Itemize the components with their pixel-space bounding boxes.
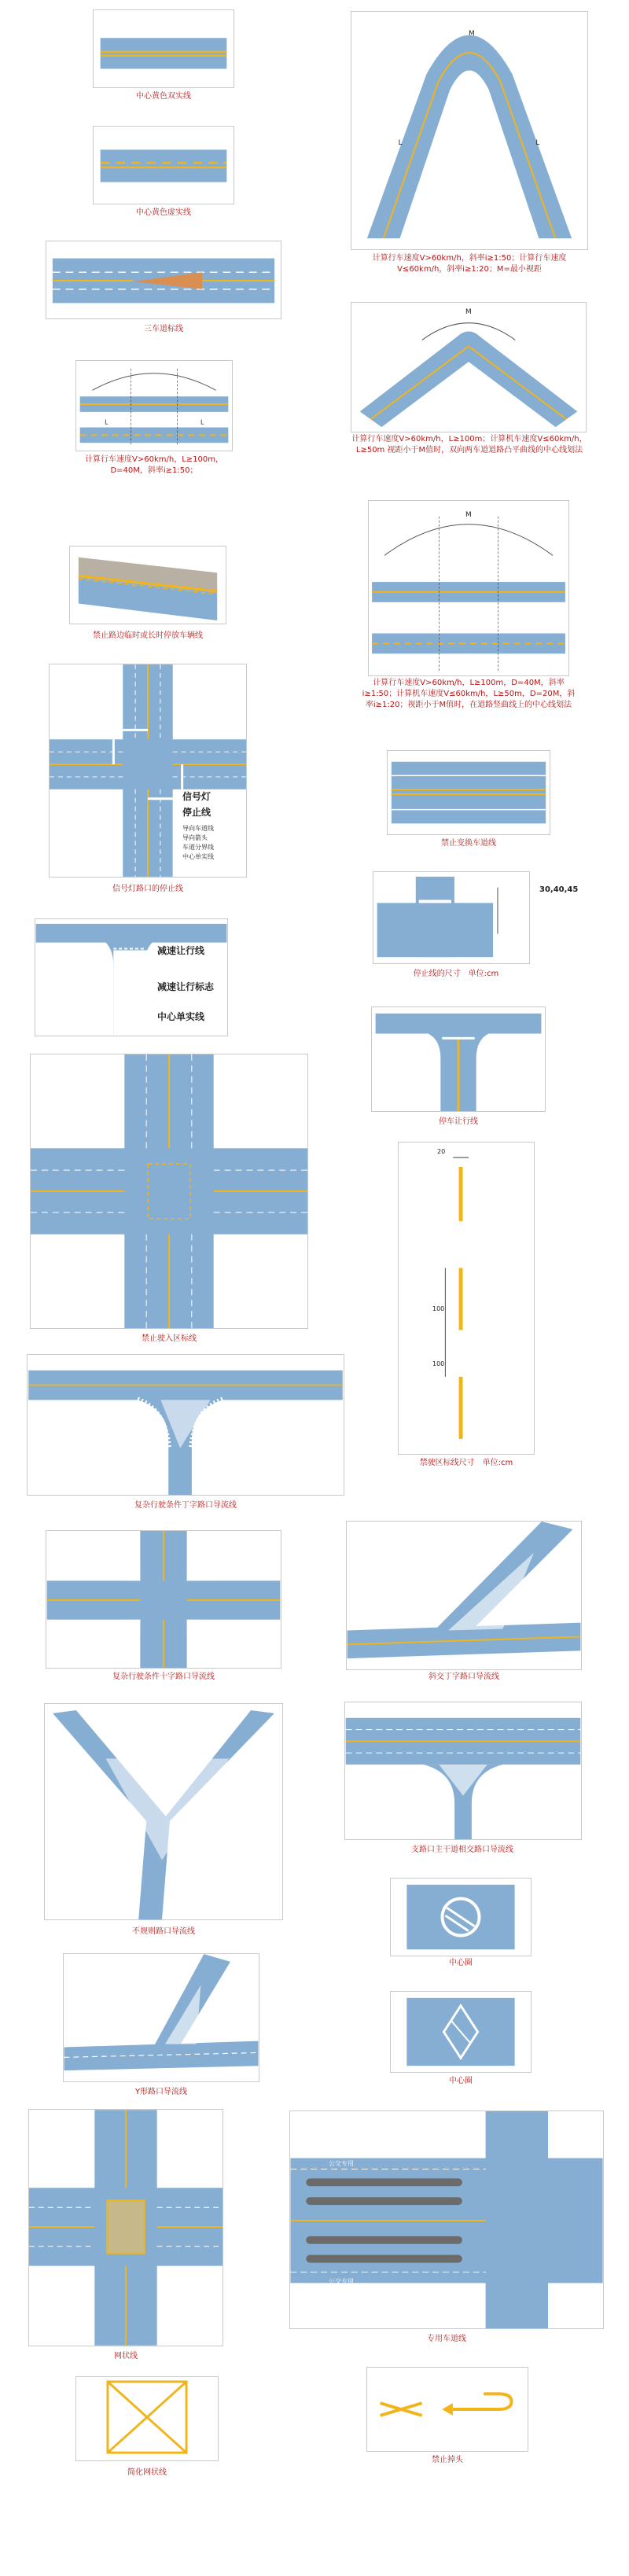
figure-three-lane bbox=[46, 241, 281, 319]
caption-bus-lane: 专用车道线 bbox=[427, 2335, 466, 2343]
caption-crest-curve-large: 计算行车速度V>60km/h，L≥100m，D=40M，斜率i≥1:50；计算机车速度V≤60km/h，L≥50m，D=20M，斜率i≥1:20；视距小于M值时，在道路竖曲线上的中心线划法 bbox=[362, 679, 576, 709]
caption-center-circle-b: 中心圈 bbox=[449, 2077, 473, 2085]
figure-curve-large-radius bbox=[351, 11, 588, 250]
caption-curve-large-radius: 计算行车速度V>60km/h，斜率i≥1:50；计算行车速度V≤60km/h，斜率i≥1:20；M=最小视距 bbox=[372, 254, 567, 274]
caption-ped-crossing-box: 禁止驶入区标线 bbox=[142, 1334, 197, 1343]
caption-double-yellow-solid: 中心黄色双实线 bbox=[136, 92, 191, 101]
label-guide-arrow: 导向车道线 bbox=[182, 825, 214, 832]
svg-text:M: M bbox=[465, 307, 472, 316]
label-dim-100b: 100 bbox=[432, 1360, 445, 1367]
label-decel-yield-sign: 减速让行标志 bbox=[157, 981, 215, 992]
yield-line-diagram bbox=[372, 1007, 545, 1111]
figure-no-u-turn bbox=[366, 2367, 528, 2452]
svg-text:L: L bbox=[200, 418, 204, 426]
caption-three-lane: 三车道标线 bbox=[144, 325, 183, 333]
simple-grid-diagram bbox=[76, 2377, 218, 2460]
label-signal-light: 信号灯 bbox=[182, 791, 212, 802]
label-dim-stop: 30,40,45 bbox=[539, 885, 579, 894]
three-lane-diagram bbox=[46, 241, 281, 318]
figure-irregular bbox=[44, 1703, 283, 1920]
complex-cross-diagram bbox=[46, 1531, 281, 1668]
caption-ramp-junction: 支路口主干道相交路口导流线 bbox=[411, 1846, 513, 1854]
figure-skew-t bbox=[346, 1521, 582, 1670]
svg-text:L: L bbox=[398, 138, 403, 147]
stop-line-size-diagram bbox=[373, 872, 529, 963]
double-yellow-dashed-diagram bbox=[94, 127, 234, 204]
figure-grid-box bbox=[28, 2109, 223, 2346]
label-stop-line: 停止线 bbox=[182, 807, 212, 818]
figure-roadside-parking bbox=[69, 546, 226, 624]
label-guide-mark: 导向箭头 bbox=[182, 834, 208, 841]
figure-ped-crossing-box bbox=[30, 1054, 308, 1329]
figure-no-lane-change bbox=[387, 750, 550, 835]
figure-y-junction bbox=[63, 1953, 259, 2082]
figure-complex-cross bbox=[46, 1530, 281, 1669]
figure-crest-curve-large bbox=[368, 500, 569, 676]
figure-double-yellow-dashed bbox=[93, 126, 234, 204]
vertical-curve-center-diagram bbox=[351, 303, 586, 432]
caption-y-junction: Y形路口导流线 bbox=[134, 2088, 188, 2096]
ramp-junction-diagram bbox=[345, 1702, 581, 1839]
caption-center-circle-a: 中心圈 bbox=[449, 1959, 473, 1967]
figure-complex-t bbox=[27, 1354, 344, 1496]
caption-grid-box: 网状线 bbox=[114, 2352, 138, 2361]
figure-signal-stop-line bbox=[49, 664, 247, 878]
zone-size-diagram bbox=[399, 1143, 534, 1454]
caption-roadside-parking: 禁止路边临时或长时停放车辆线 bbox=[93, 631, 203, 640]
figure-stop-line-size bbox=[373, 871, 530, 964]
caption-zone-size: 禁驶区标线尺寸 单位:cm bbox=[419, 1459, 513, 1467]
svg-text:L: L bbox=[535, 138, 540, 147]
caption-signal-stop-line: 信号灯路口的停止线 bbox=[112, 885, 183, 893]
curve-large-radius-diagram bbox=[351, 12, 587, 249]
double-yellow-solid-diagram bbox=[94, 10, 234, 87]
center-circle-a-diagram bbox=[391, 1879, 531, 1956]
figure-vertical-curve-center bbox=[351, 302, 587, 432]
figure-bus-lane bbox=[289, 2110, 604, 2329]
skew-t-diagram bbox=[347, 1522, 581, 1669]
label-decel-yield-line: 减速让行线 bbox=[157, 945, 205, 956]
caption-stop-line-size: 停止线的尺寸 单位:cm bbox=[413, 970, 499, 978]
label-bus-lane-text: 公交专用 bbox=[329, 2160, 354, 2167]
svg-text:M: M bbox=[469, 29, 475, 38]
label-bus-lane-text-b: 公交专用 bbox=[329, 2278, 354, 2285]
label-center-single: 中心单实线 bbox=[157, 1011, 205, 1022]
figure-crest-curve-small bbox=[75, 360, 233, 451]
y-junction-diagram bbox=[64, 1954, 259, 2081]
roadside-parking-diagram bbox=[70, 546, 226, 624]
caption-skew-t: 斜交丁字路口导流线 bbox=[429, 1673, 499, 1681]
caption-yield-line: 停车让行线 bbox=[439, 1117, 478, 1126]
no-lane-change-diagram bbox=[388, 751, 550, 834]
label-dim-100a: 100 bbox=[432, 1305, 445, 1312]
caption-complex-cross: 复杂行驶条件十字路口导流线 bbox=[112, 1673, 215, 1681]
figure-double-yellow-solid bbox=[93, 9, 234, 88]
grid-box-diagram bbox=[29, 2110, 223, 2346]
label-center-solid: 中心单实线 bbox=[182, 853, 214, 860]
complex-t-diagram bbox=[28, 1355, 344, 1495]
signal-stop-line-diagram bbox=[50, 664, 246, 877]
figure-simple-grid bbox=[75, 2376, 219, 2461]
caption-vertical-curve-center: 计算行车速度V>60km/h，L≥100m；计算机车速度V≤60km/h，L≥50m 视距小于M值时，双向两车道道路凸平曲线的中心线划法 bbox=[351, 435, 587, 454]
bus-lane-diagram bbox=[290, 2111, 603, 2328]
figure-center-circle-a bbox=[390, 1878, 532, 1956]
figure-ramp-junction bbox=[344, 1702, 582, 1840]
label-dim-20: 20 bbox=[437, 1148, 446, 1155]
caption-complex-t: 复杂行驶条件丁字路口导流线 bbox=[134, 1501, 237, 1510]
caption-simple-grid: 简化网状线 bbox=[127, 2468, 167, 2477]
crest-curve-large-diagram bbox=[369, 501, 568, 675]
figure-center-circle-b bbox=[390, 1991, 532, 2073]
figure-zone-size bbox=[398, 1142, 535, 1455]
caption-irregular: 不规则路口导流线 bbox=[132, 1927, 195, 1936]
label-lane-divider: 车道分界线 bbox=[182, 844, 214, 851]
ped-crossing-box-diagram bbox=[31, 1054, 307, 1328]
caption-no-u-turn: 禁止掉头 bbox=[432, 2456, 463, 2464]
crest-curve-small-diagram bbox=[76, 361, 232, 451]
figure-yield-line bbox=[371, 1006, 546, 1112]
caption-no-lane-change: 禁止变换车道线 bbox=[441, 839, 496, 848]
caption-crest-curve-small: 计算行车速度V>60km/h，L≥100m，D=40M，斜率i≥1:50； bbox=[85, 455, 223, 475]
center-circle-b-diagram bbox=[391, 1992, 531, 2072]
no-u-turn-diagram bbox=[367, 2368, 528, 2451]
svg-text:M: M bbox=[465, 510, 472, 519]
caption-double-yellow-dashed: 中心黄色虚实线 bbox=[136, 208, 191, 217]
irregular-diagram bbox=[45, 1704, 282, 1919]
svg-text:L: L bbox=[105, 418, 109, 426]
